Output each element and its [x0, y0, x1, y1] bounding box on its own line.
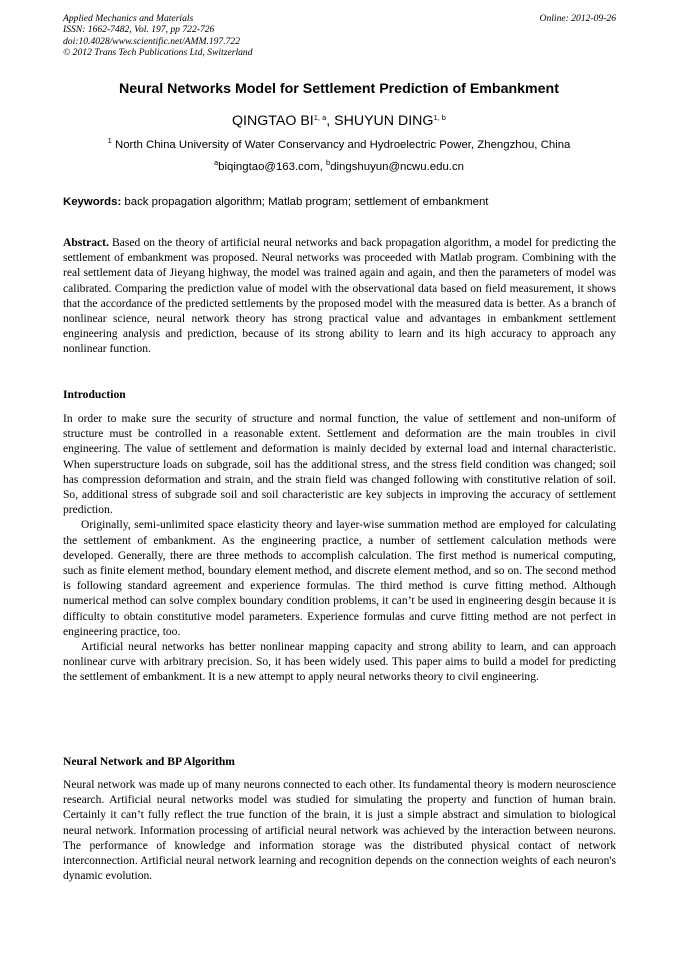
email-b-superscript: b: [326, 158, 331, 167]
author-2: SHUYUN DING: [334, 113, 434, 129]
keywords-text: back propagation algorithm; Matlab program; settlement of embankment: [121, 196, 489, 208]
email-a-superscript: a: [214, 158, 219, 167]
introduction-heading: Introduction: [63, 389, 126, 401]
author-1-superscript: 1, a: [313, 113, 327, 122]
bp-section-paragraph-1: Neural network was made up of many neurons connected to each other. Its fundamental theory is modern neuroscience research. Artificial neural networks model was studied for simulating the property and function of human brain. Certainly it can’t fully reflect the true function of the brain, it is just a simple abstract and simulation to biological neural network. Information processing of artificial neural network was achieved by the interaction between neurons. The performance of knowledge and information storage was the distributed physical contact of network interconnection. Artificial neural network learning and recognition depends on the connection weights of each neuron's dynamic evolution.: [63, 779, 616, 883]
introduction-body: [63, 412, 616, 686]
doi-line: doi:10.4028/www.scientific.net/AMM.197.722: [63, 35, 241, 47]
copyright-line: © 2012 Trans Tech Publications Ltd, Switzerland: [63, 47, 253, 59]
email-b[interactable]: dingshuyun@ncwu.edu.cn: [330, 161, 464, 173]
introduction-paragraph-3: Artificial neural networks has better nonlinear mapping capacity and strong ability to learn, and can approach nonlinear curve with arbitrary precision. So, it has been widely used. This paper aims to build a model for predicting the settlement of embankment. It is a new attempt to apply neural networks theory to civil engineering.: [63, 641, 616, 684]
author-separator: ,: [326, 113, 335, 129]
email-separator: ,: [319, 161, 327, 173]
introduction-paragraph-1: In order to make sure the security of structure and normal function, the value of settlement and non-uniform of structure must be controlled in a reasonable extent. Settlement and deformation are the main troubles in civil engineering. The value of settlement and deformation is mainly decided by external load and internal characteristic. When superstructure loads on subgrade, soil has the additional stress, and the stress field condition was changed; soil has compression deformation and strain, and the strain field was changed following with constitutive relation of soil. So, additional stress of subgrade soil and soil characteristic are key subjects in improving the accuracy of settlement prediction.: [63, 413, 616, 517]
abstract-label: Abstract.: [63, 237, 109, 249]
paper-title: Neural Networks Model for Settlement Prediction of Embankment: [119, 81, 559, 97]
bp-section-body: [63, 778, 616, 884]
keywords-label: Keywords:: [63, 196, 122, 208]
author-line: [40, 113, 638, 129]
affiliation-superscript: 1: [107, 136, 112, 145]
email-line: [40, 158, 638, 173]
affiliation: [40, 136, 638, 151]
introduction-paragraph-2: Originally, semi-unlimited space elasticity theory and layer-wise summation method are employed for calculating the settlement of embankment. As the engineering practice, a number of settlement calculation methods were developed. Generally, there are three methods to accomplish calculation. The first method is numerical computing, such as finite element method, boundary element method, and discrete element method, and so on. The second method is following standard agreement and experience formulas. The third method is curve fitting method. Although numerical method can solve complex boundary condition problems, it can’t be used in engineering desgin because it is difficulty to obtain constitutive model parameters. Experience formulas and curve fitting method are not perfect in engineering practice, too.: [63, 519, 616, 638]
author-1: QINGTAO BI: [232, 113, 314, 129]
online-date: Online: 2012-09-26: [539, 13, 616, 24]
bp-section-heading: Neural Network and BP Algorithm: [63, 756, 235, 768]
abstract: [63, 236, 616, 358]
journal-name: Applied Mechanics and Materials: [63, 13, 194, 24]
affiliation-text: North China University of Water Conservancy and Hydroelectric Power, Zhengzhou, China: [111, 139, 571, 151]
journal-header: [63, 13, 616, 59]
email-a[interactable]: biqingtao@163.com: [218, 161, 320, 173]
abstract-text: Based on the theory of artificial neural networks and back propagation algorithm, a model for predicting the settlement of embankment was proposed. Neural networks was proceeded with Matlab program. Combining with the real settlement data of Jieyang highway, the model was trained again and again, and then the parameters of model was calibrated. Comparing the prediction value of model with the observational data based on field measurement, it shows that the accordance of the predicted settlements by the proposed model with the measured data is better. As a branch of nonlinear science, neural network theory has strong practical value and advantages in embankment settlement engineering analysis and prediction, because of its strong ability to learn and its high accuracy to approach any nonlinear function.: [63, 237, 616, 356]
issn-line: ISSN: 1662-7482, Vol. 197, pp 722-726: [63, 24, 215, 36]
author-2-superscript: 1, b: [433, 113, 446, 122]
keywords: [63, 196, 616, 208]
